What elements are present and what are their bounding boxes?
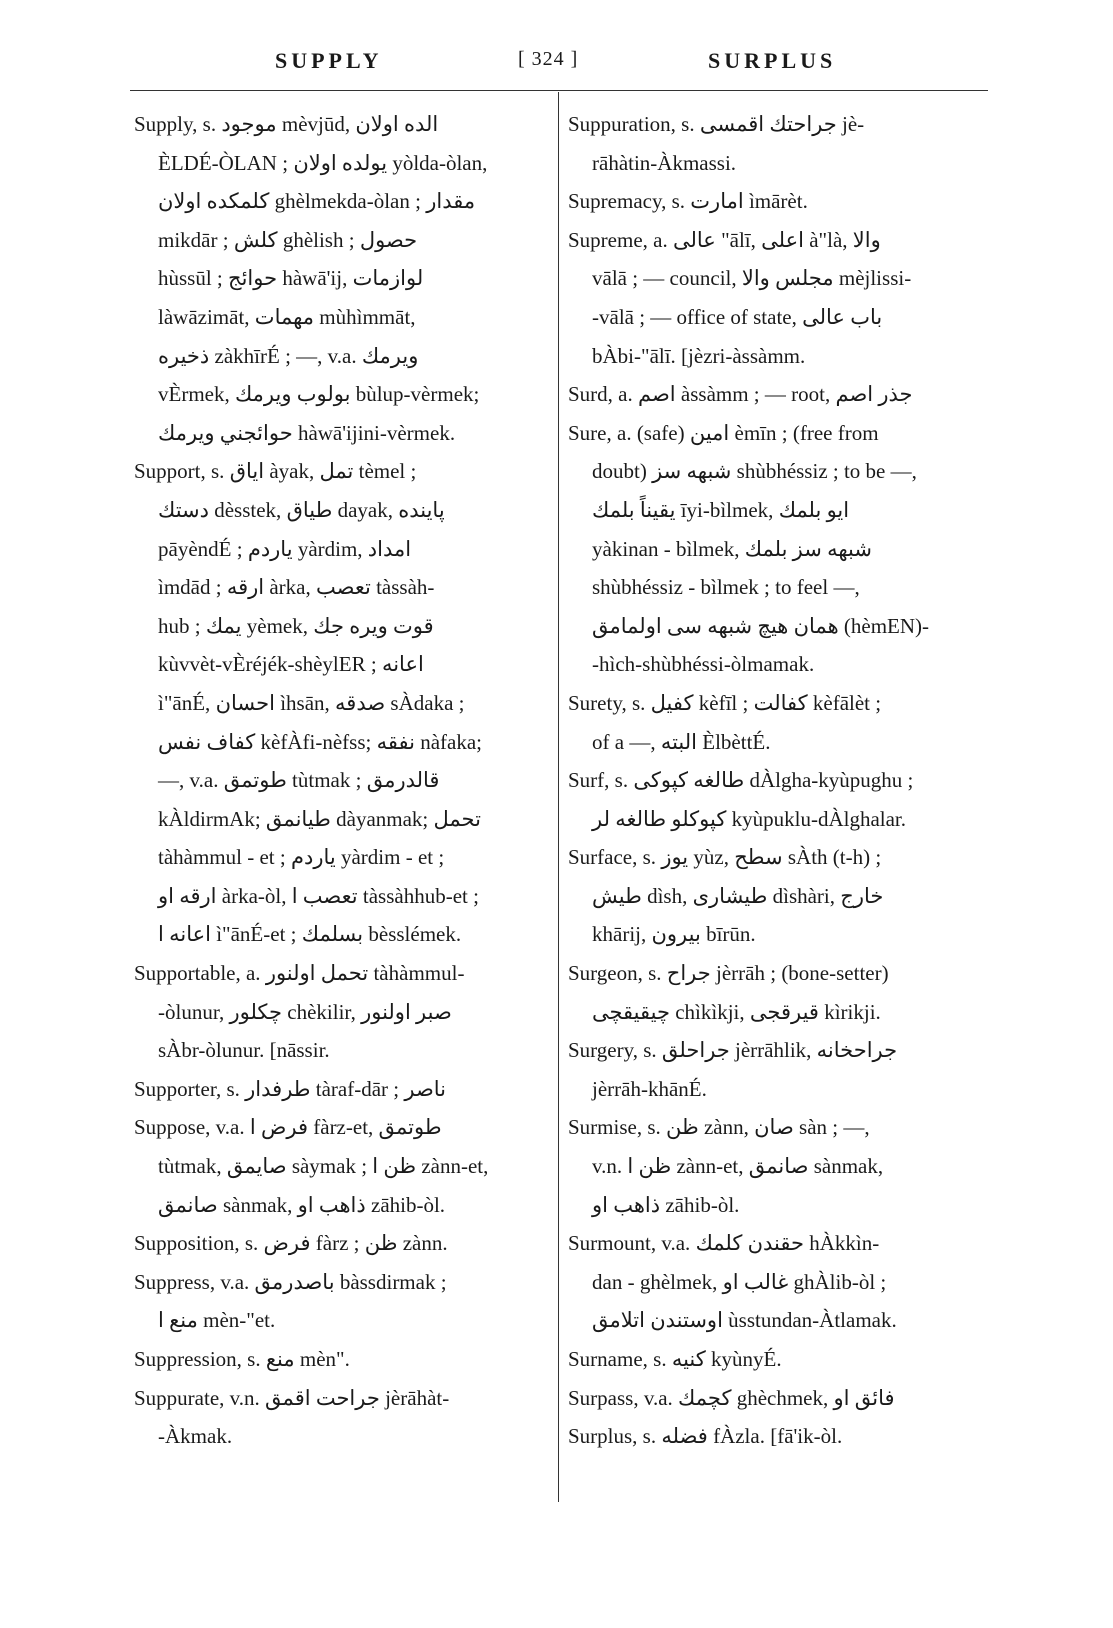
entry-line: -òlunur, چكلور chèkilir, صبر اولنور — [158, 999, 452, 1024]
entry-line: kùvvèt-vÈréjék-shèylER ; اعانه — [158, 652, 424, 677]
entry-line: Suppose, v.a. فرض ا fàrz-et, طوتمق — [134, 1115, 442, 1140]
entry-line: Surpass, v.a. كچمك ghèchmek, فائق او — [568, 1385, 895, 1410]
entry-line: -vālā ; — office of state, باب عالى — [592, 304, 883, 329]
entry-line: hub ; يمك yèmek, قوت ويره جك — [158, 613, 434, 638]
entry-line: Surplus, s. فضله fÀzla. [fā'ik-òl. — [568, 1424, 843, 1449]
running-head-right: SURPLUS — [708, 48, 837, 73]
entry-line: حوائجني ويرمك hàwā'ijini-vèrmek. — [158, 420, 456, 445]
entry-line: Surety, s. كفيل kèfīl ; كفالت kèfālèt ; — [568, 690, 882, 715]
entry-line: Surf, s. طالغه كپوكى dÀlgha-kyùpughu ; — [568, 768, 914, 793]
entry-line: چيقيقچى chìkìkji, قيرقجى kìrikji. — [592, 999, 881, 1024]
entry-line: doubt) شبهه سز shùbhéssiz ; to be —, — [592, 459, 917, 484]
right-column — [568, 105, 978, 1456]
entry-line: pāyèndÉ ; ياردم yàrdim, امداد — [158, 536, 412, 561]
entry-line: Surname, s. كنيه kyùnyÉ. — [568, 1347, 782, 1371]
entry-line: vÈrmek, بولوب ويرمك bùlup-vèrmek; — [158, 382, 480, 407]
entry-line: -Àkmak. — [158, 1424, 233, 1449]
entry-line: Surgery, s. جراحلق jèrrāhlik, جراحخانه — [568, 1038, 898, 1063]
entry-line: yàkinan - bìlmek, شبهه سز بلمك — [592, 536, 872, 561]
entry-line: اوستندن اتلامق ùsstundan-Àtlamak. — [592, 1308, 897, 1333]
entry-line: bÀbi-"ālī. [jèzri-àssàmm. — [592, 343, 806, 368]
entry-line: كلمكده اولان ghèlmekda-òlan ; مقدار — [158, 189, 476, 214]
entry-line: Supremacy, s. امارت ìmārèt. — [568, 189, 808, 214]
entry-line: Supply, s. موجود mèvjūd, الده اولان — [134, 112, 439, 136]
entry-line: Suppression, s. منع mèn". — [134, 1347, 350, 1371]
entry-line: Suppuration, s. جراحتك اقمسى jè- — [568, 112, 865, 136]
entry-line: kÀldirmAk; طيانمق dàyanmak; تحمل — [158, 806, 481, 831]
entry-line: sÀbr-òlunur. [nāssir. — [158, 1038, 330, 1063]
entry-line: vālā ; — council, مجلس والا mèjlissi- — [592, 266, 912, 291]
entry-line: طيش dìsh, طيشارى dìshàri, خارج — [592, 883, 884, 908]
entry-line: منع ا mèn-"et. — [158, 1308, 276, 1333]
entry-line: كفاف نفس kèfÀfi-nèfss; نفقه nàfaka; — [158, 729, 482, 754]
entry-line: Support, s. اياق àyak, تمل tèmel ; — [134, 459, 417, 484]
entry-line: همان هيچ شبهه سى اولمامق (hèmEN)- — [592, 613, 930, 638]
entry-line: tàhàmmul - et ; ياردم yàrdim - et ; — [158, 845, 445, 870]
entry-line: mikdār ; كلش ghèlish ; حصول — [158, 227, 418, 252]
entry-line: Surmise, s. ظن zànn, صان sàn ; —, — [568, 1115, 870, 1140]
entry-line: Suppress, v.a. باصدرمق bàssdirmak ; — [134, 1269, 447, 1294]
entry-line: دستك dèsstek, طياق dayak, پاينده — [158, 497, 445, 522]
entry-line: اعانه ا ì"ānÉ-et ; بسلمك bèsslémek. — [158, 922, 462, 947]
entry-line: jèrrāh-khānÉ. — [592, 1076, 707, 1101]
entry-line: Surgeon, s. جراح jèrrāh ; (bone-setter) — [568, 961, 889, 986]
entry-line: ارقه او àrka-òl, تعصب ا tàssàhhub-et ; — [158, 883, 479, 908]
entry-line: Supreme, a. عالى "ālī, اعلى à"là, والا — [568, 227, 881, 252]
entry-line: v.n. ظن ا zànn-et, صانمق sànmak, — [592, 1154, 884, 1179]
column-divider — [558, 92, 559, 1502]
entry-line: ì"ānÉ, احسان ìhsān, صدقه sÀdaka ; — [158, 690, 465, 715]
header-rule — [130, 90, 988, 91]
entry-line: صانمق sànmak, ذاهب او zāhib-òl. — [158, 1192, 446, 1217]
entry-line: —, v.a. طوتمق tùtmak ; قالدرمق — [158, 768, 440, 793]
entry-line: كپوكلو طالغه لر kyùpuklu-dÀlghalar. — [592, 806, 907, 831]
entry-line: Surmount, v.a. حقندن كلمك hÀkkìn- — [568, 1231, 880, 1256]
entry-line: Supportable, a. تحمل اولنور tàhàmmul- — [134, 961, 465, 986]
entry-line: ìmdād ; ارقه àrka, تعصب tàssàh- — [158, 575, 435, 600]
entry-line: ذخيره zàkhīrÉ ; —, v.a. ويرمك — [158, 343, 419, 368]
entry-line: khārij, بيرون bīrūn. — [592, 922, 756, 947]
entry-line: Surd, a. اصم àssàmm ; — root, جذر اصم — [568, 382, 913, 407]
entry-line: Surface, s. يوز yùz, سطح sÀth (t-h) ; — [568, 845, 882, 870]
entry-line: dan - ghèlmek, غالب او ghÀlib-òl ; — [592, 1269, 887, 1294]
page-number: [ 324 ] — [518, 48, 579, 70]
entry-line: يقيناً بلمك īyi-bìlmek, ايو بلمك — [592, 497, 850, 522]
entry-line: rāhàtin-Àkmassi. — [592, 150, 737, 175]
running-head-left: SUPPLY — [275, 48, 383, 73]
entry-line: làwāzimāt, مهمات mùhìmmāt, — [158, 304, 416, 329]
entry-line: ذاهب او zāhib-òl. — [592, 1192, 740, 1217]
entry-line: Sure, a. (safe) امين èmīn ; (free from — [568, 420, 879, 445]
left-column — [134, 105, 544, 1456]
entry-line: Supposition, s. فرض fàrz ; ظن zànn. — [134, 1231, 448, 1256]
entry-line: tùtmak, صايمق sàymak ; ظن ا zànn-et, — [158, 1154, 489, 1179]
entry-line: ÈLDÉ-ÒLAN ; يولده اولان yòlda-òlan, — [158, 150, 488, 175]
entry-line: Suppurate, v.n. جراحت اقمق jèrāhàt- — [134, 1385, 450, 1410]
entry-line: -hìch-shùbhéssi-òlmamak. — [592, 652, 815, 677]
entry-line: hùssūl ; حوائج hàwā'ij, لوازمات — [158, 266, 424, 291]
entry-line: Supporter, s. طرفدار tàraf-dār ; ناصر — [134, 1076, 447, 1101]
entry-line: of a —, البته ÈlbèttÉ. — [592, 729, 771, 754]
entry-line: shùbhéssiz - bìlmek ; to feel —, — [592, 575, 860, 600]
